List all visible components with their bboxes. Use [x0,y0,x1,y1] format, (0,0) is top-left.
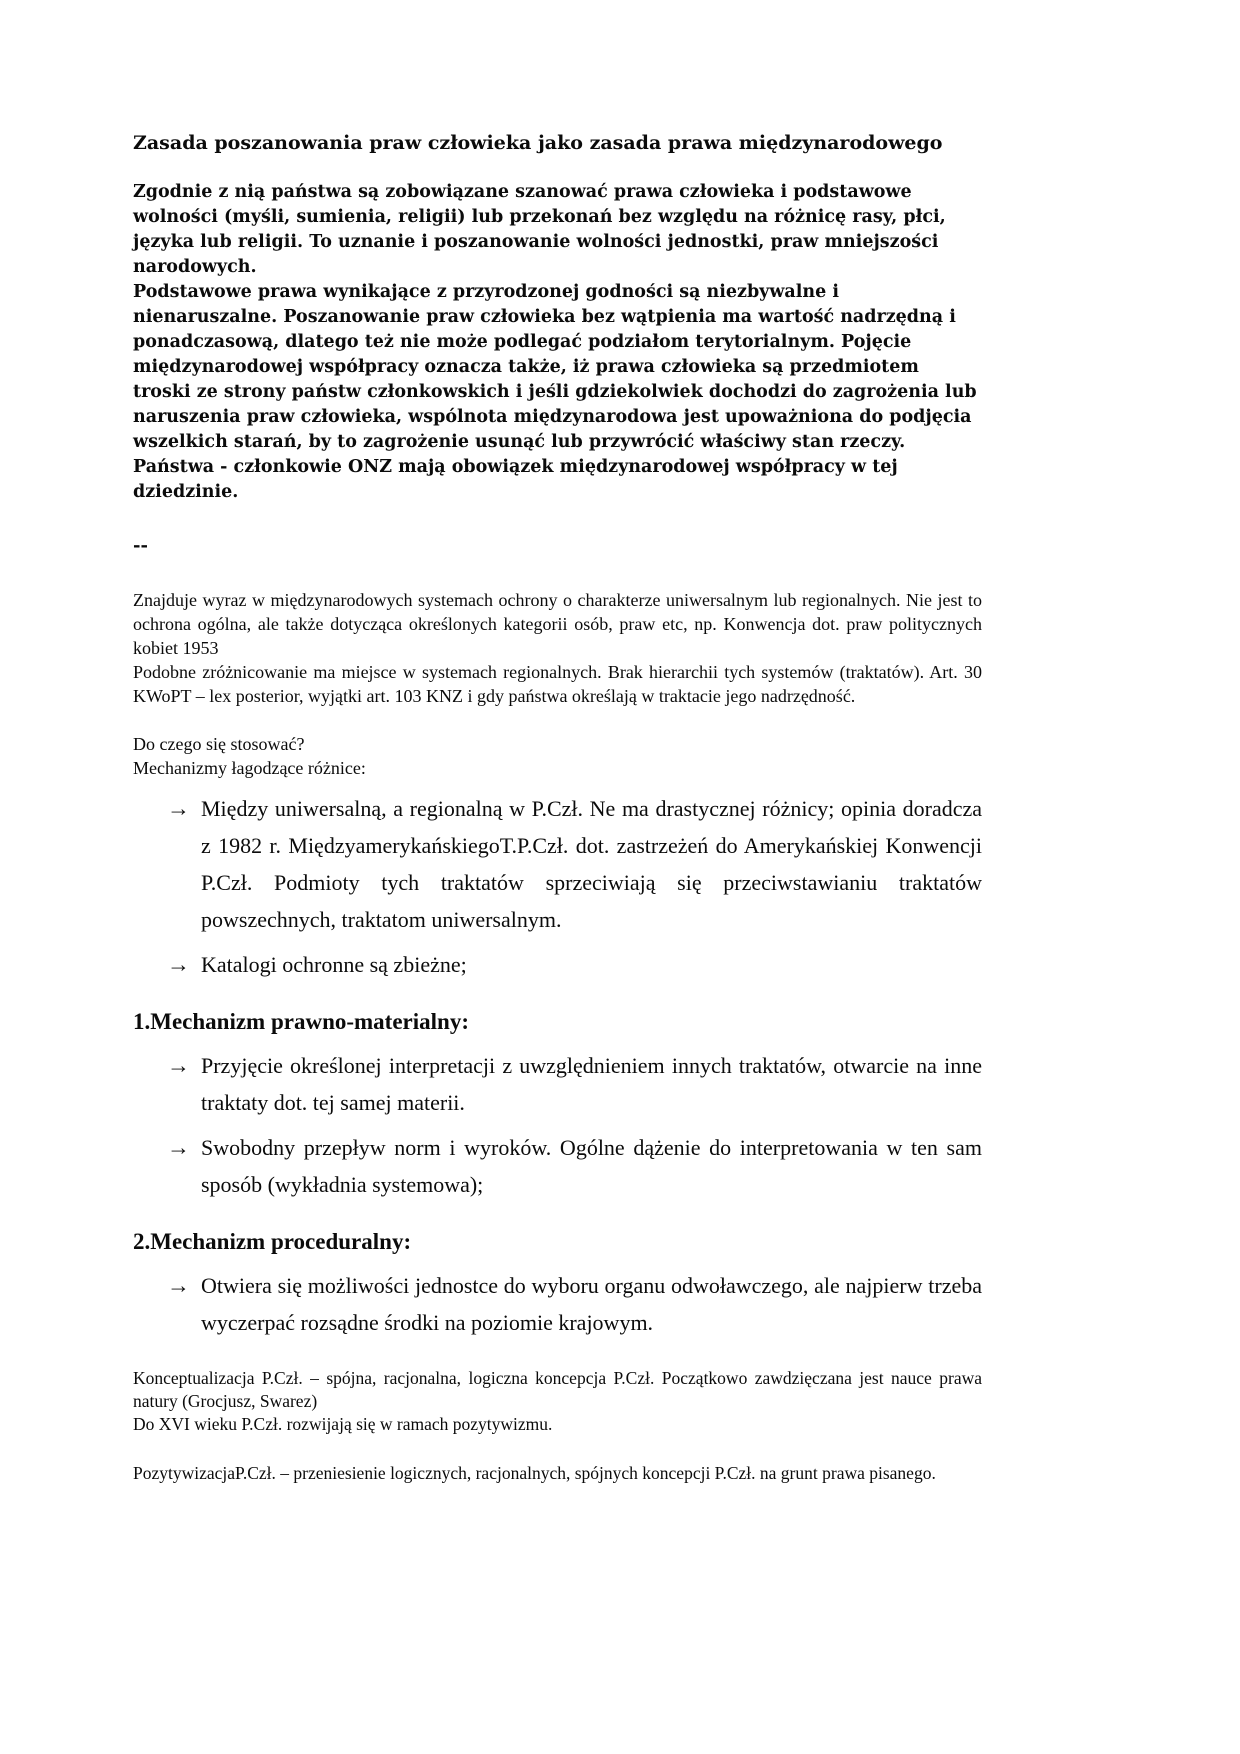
intro-section [133,180,982,505]
mechanisms-line: Mechanizmy łagodzące różnice: [133,758,366,778]
conceptualization-paragraph: Konceptualizacja P.Czł. – spójna, racjonalna, logiczna koncepcja P.Czł. Początkowo zawdzięczana jest nauce prawa natury (Grocjusz, Swarez) [133,1368,982,1411]
list-item-text: Przyjęcie określonej interpretacji z uwzględnieniem innych traktatów, otwarcie na inne traktaty dot. tej samej materii. [201,1053,982,1115]
arrow-bullet-icon: → [167,1135,190,1160]
question-line: Do czego się stosować? [133,734,305,754]
section-1-list [133,1047,982,1203]
question-section [133,732,982,780]
intro-paragraph-1: Zgodnie z nią państwa są zobowiązane szanować prawa człowieka i podstawowe wolności (myśli, sumienia, religii) lub przekonań bez względu na różnicę rasy, płci, języka lub religii. To uznanie i poszanowanie wolności jednostki, praw mniejszości narodowych. [133,182,946,277]
arrow-bullet-icon: → [167,952,190,977]
systems-paragraph-1: Znajduje wyraz w międzynarodowych systemach ochrony o charakterze uniwersalnym lub regionalnych. Nie jest to ochrona ogólna, ale także dotycząca określonych kategorii osób, praw etc, np. Konwencja dot. praw politycznych kobiet 1953 [133,590,982,658]
section-2-heading: 2.Mechanizm proceduralny: [133,1229,412,1254]
separator-dashes: -- [133,535,148,556]
arrow-bullet-icon: → [167,1053,190,1078]
list-item [167,790,982,938]
list-item [167,1047,982,1121]
main-list [133,790,982,983]
arrow-bullet-icon: → [167,1273,190,1298]
list-item-text: Między uniwersalną, a regionalną w P.Czł. Ne ma drastycznej różnicy; opinia doradcza z 1982 r. MiędzyamerykańskiegoT.P.Czł. dot. zastrzeżeń do Amerykańskiej Konwencji P.Czł. Podmioty tych traktatów sprzeciwiają się przeciwstawianiu traktatów powszechnych, traktatom uniwersalnym. [201,796,982,932]
doc-title: Zasada poszanowania praw człowieka jako zasada prawa międzynarodowego [133,132,943,154]
arrow-bullet-icon: → [167,796,190,821]
positivism-line: Do XVI wieku P.Czł. rozwijają się w ramach pozytywizmu. [133,1414,553,1434]
list-item-text: Otwiera się możliwości jednostce do wyboru organu odwoławczego, ale najpierw trzeba wyczerpać rozsądne środki na poziomie krajowym. [201,1273,982,1335]
positivization-section [133,1462,982,1485]
list-item-text: Katalogi ochronne są zbieżne; [201,952,467,977]
section-1-heading: 1.Mechanizm prawno-materialny: [133,1009,469,1034]
list-item [167,1129,982,1203]
conceptualization-section [133,1367,982,1436]
systems-paragraph-2: Podobne zróżnicowanie ma miejsce w systemach regionalnych. Brak hierarchii tych systemów (traktatów). Art. 30 KWoPT – lex posterior, wyjątki art. 103 KNZ i gdy państwa określają w traktacie jego nadrzędność. [133,662,982,706]
section-2-list [133,1267,982,1341]
list-item-text: Swobodny przepływ norm i wyroków. Ogólne dążenie do interpretowania w ten sam sposób (wykładnia systemowa); [201,1135,982,1197]
list-item [167,1267,982,1341]
systems-section [133,588,982,708]
intro-paragraph-2: Podstawowe prawa wynikające z przyrodzonej godności są niezbywalne i nienaruszalne. Poszanowanie praw człowieka bez wątpienia ma wartość nadrzędną i ponadczasową, dlatego też nie może podlegać podziałom terytorialnym. Pojęcie międzynarodowej współpracy oznacza także, iż prawa człowieka są przedmiotem troski ze strony państw członkowskich i jeśli gdziekolwiek dochodzi do zagrożenia lub naruszenia praw człowieka, wspólnota międzynarodowa jest upoważniona do podjęcia wszelkich starań, by to zagrożenie usunąć lub przywrócić właściwy stan rzeczy. Państwa - członkowie ONZ mają obowiązek międzynarodowej współpracy w tej dziedzinie. [133,282,977,502]
positivization-paragraph: PozytywizacjaP.Czł. – przeniesienie logicznych, racjonalnych, spójnych koncepcji P.Czł. na grunt prawa pisanego. [133,1463,936,1483]
list-item [167,946,982,983]
